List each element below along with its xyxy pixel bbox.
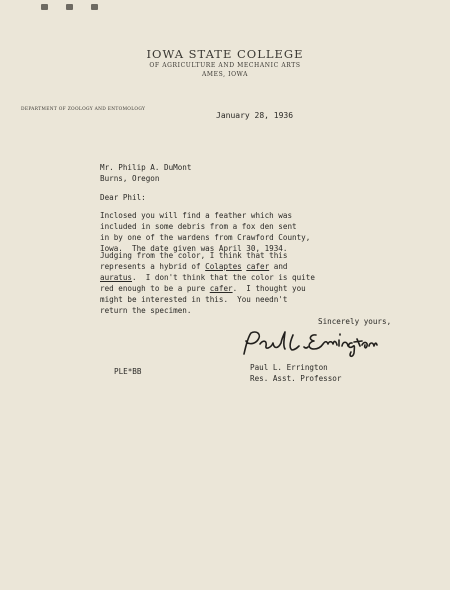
- paragraph-line: Judging from the color, I think that this: [100, 251, 288, 260]
- paragraph-line: in by one of the wardens from Crawford County,: [100, 233, 311, 242]
- paragraph-line: Iowa. The date given was April 30, 1934.: [100, 244, 288, 253]
- recipient-name: Mr. Philip A. DuMont: [100, 163, 192, 172]
- paragraph-1: [100, 210, 310, 254]
- punch-mark: [41, 4, 48, 10]
- punch-mark: [91, 4, 98, 10]
- reference-initials: PLE*BB: [114, 367, 142, 376]
- text-run: red enough to be a pure: [100, 284, 210, 293]
- paragraph-line: might be interested in this. You needn't: [100, 295, 288, 304]
- signer-title: Res. Asst. Professor: [250, 374, 342, 383]
- paragraph-2: [100, 250, 315, 316]
- text-run: . I thought you: [232, 284, 306, 293]
- text-run: and: [269, 262, 288, 271]
- paragraph-line: [100, 272, 315, 283]
- paragraph-line: return the specimen.: [100, 306, 192, 315]
- paragraph-line: included in some debris from a fox den sent: [100, 222, 297, 231]
- text-run: . I don't think that the color is quite: [132, 273, 315, 282]
- signer-name: Paul L. Errington: [250, 363, 328, 372]
- paragraph-line: Inclosed you will find a feather which was: [100, 211, 293, 220]
- species-epithet: auratus: [100, 273, 133, 282]
- species-genus: Colaptes: [205, 262, 242, 271]
- species-epithet: cafer: [209, 284, 233, 293]
- salutation: Dear Phil:: [100, 193, 146, 202]
- letterhead-subtitle: OF AGRICULTURE AND MECHANIC ARTS: [149, 62, 301, 69]
- species-epithet: cafer: [246, 262, 270, 271]
- closing: Sincerely yours,: [318, 317, 392, 326]
- signature-block: [250, 362, 341, 384]
- letterhead-name: IOWA STATE COLLEGE: [146, 47, 304, 61]
- letterhead-city: AMES, IOWA: [201, 71, 249, 78]
- handwritten-signature: [238, 328, 378, 362]
- recipient-location: Burns, Oregon: [100, 174, 160, 183]
- department-heading: DEPARTMENT OF ZOOLOGY AND ENTOMOLOGY: [21, 107, 146, 112]
- punch-mark: [66, 4, 73, 10]
- text-run: represents a hybrid of: [100, 262, 206, 271]
- paragraph-line: [100, 261, 315, 272]
- recipient-address: [100, 162, 191, 184]
- letter-date: January 28, 1936: [216, 111, 294, 120]
- paragraph-line: [100, 283, 315, 294]
